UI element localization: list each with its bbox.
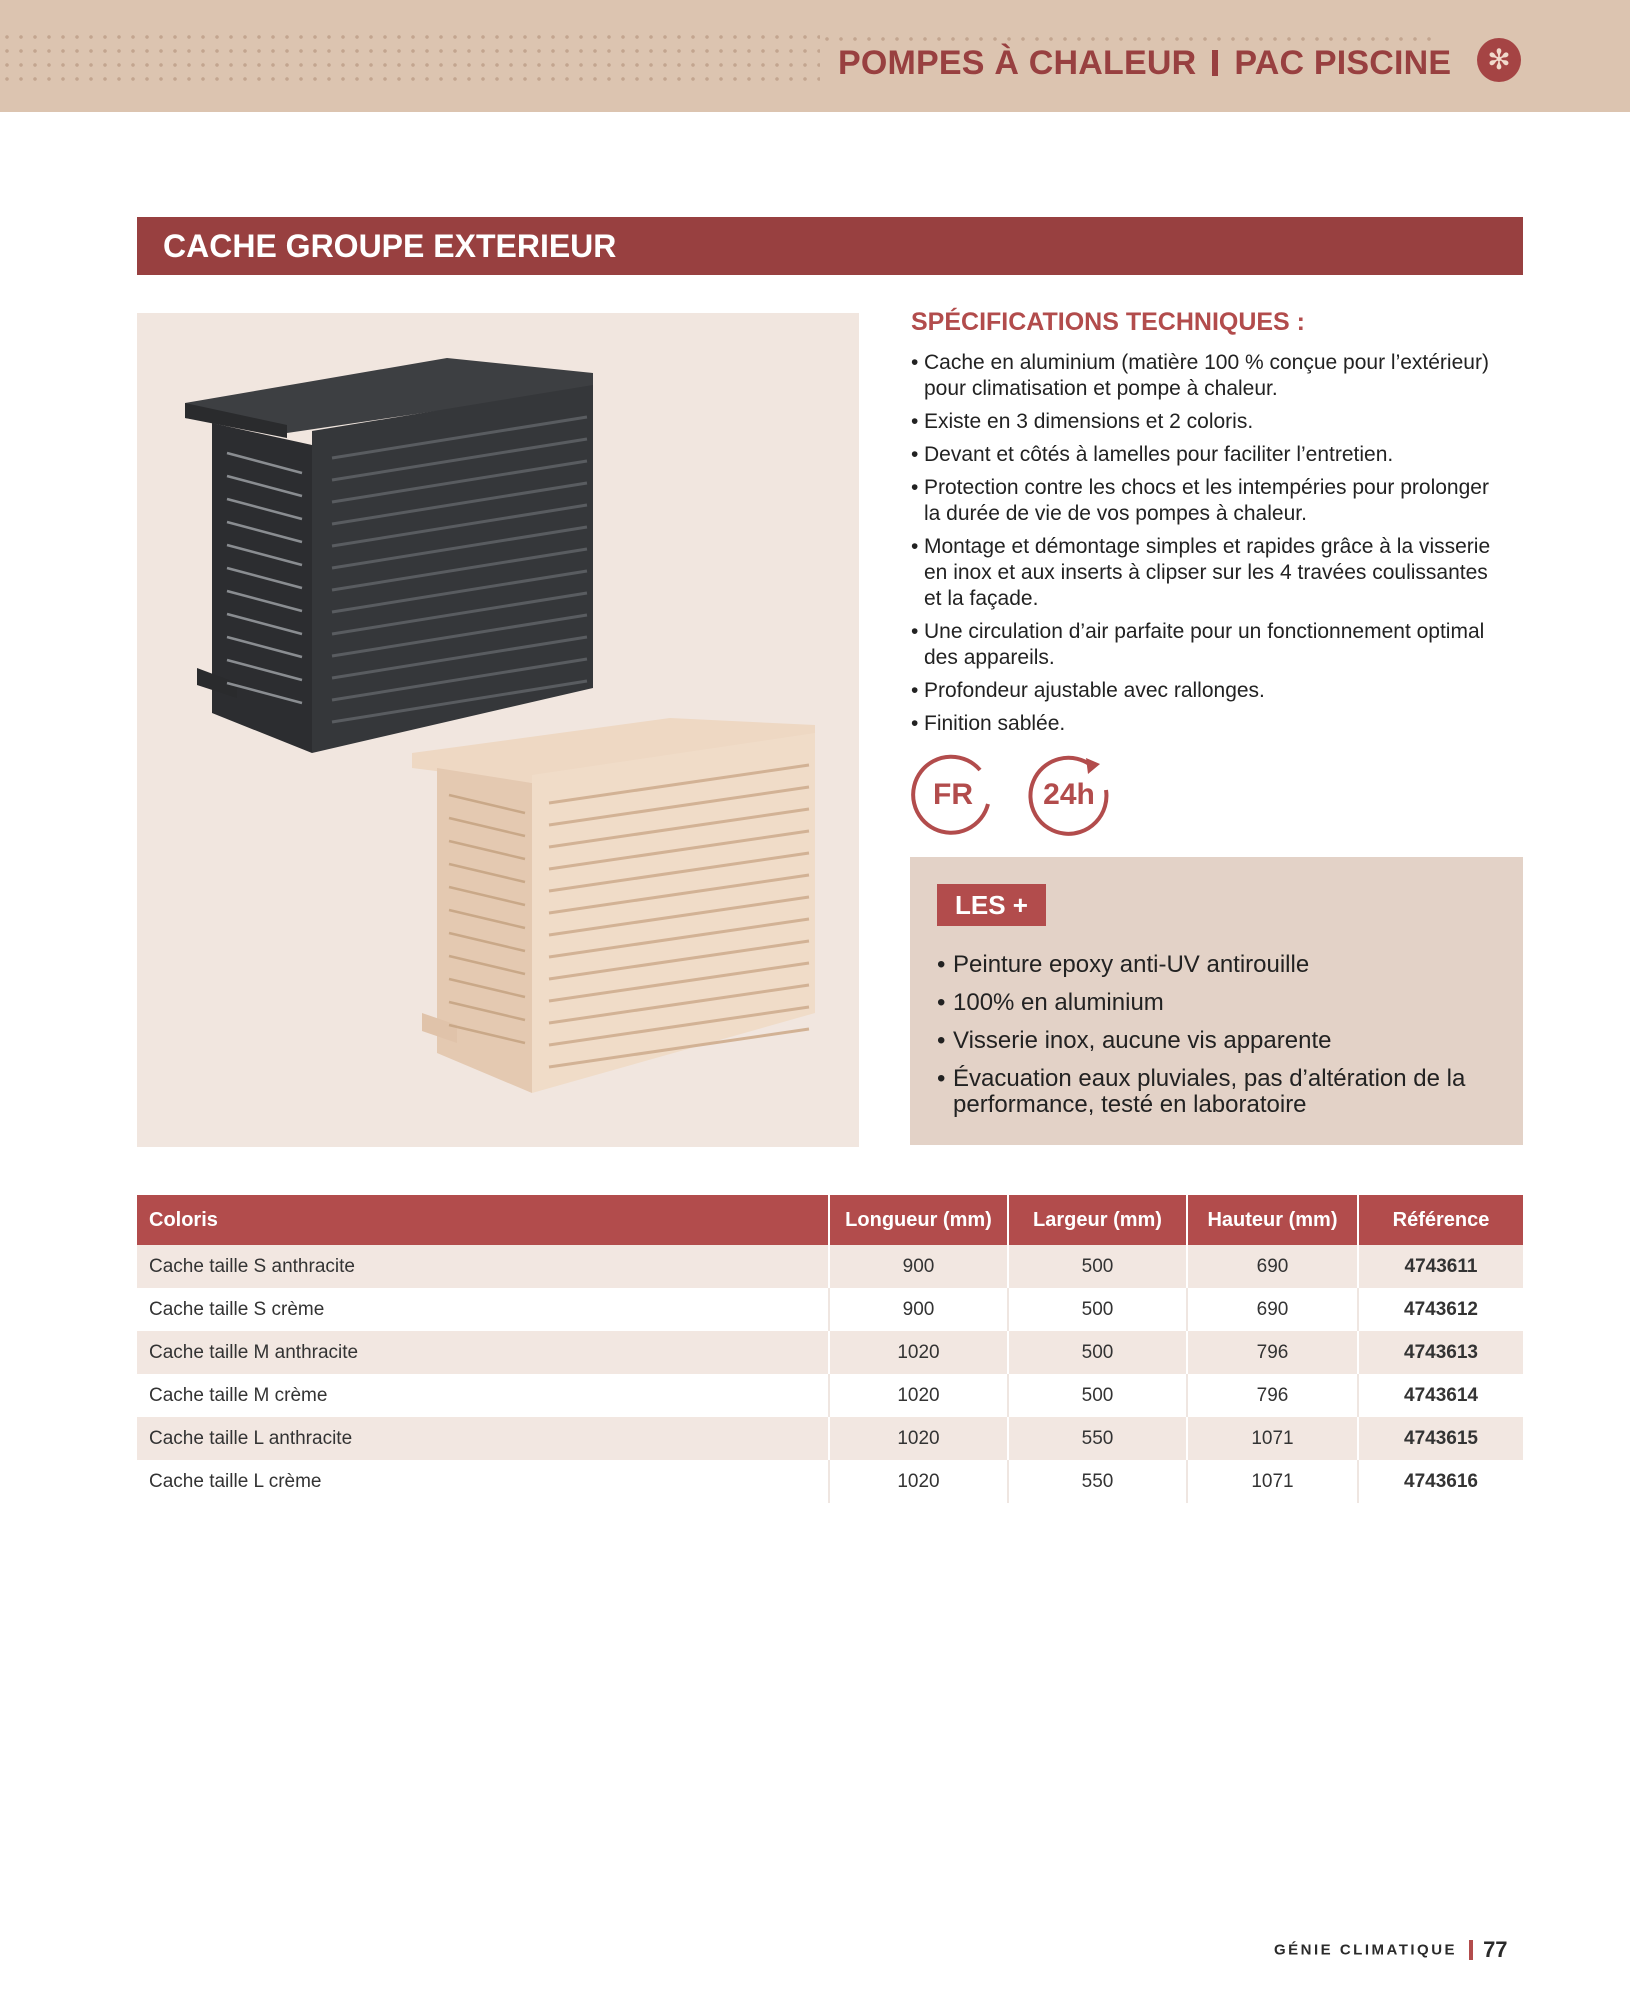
cell-hauteur: 1071 [1187,1460,1358,1503]
cell-hauteur: 1071 [1187,1417,1358,1460]
advantage-item: • Évacuation eaux pluviales, pas d’altération de la performance, testé en laboratoire [937,1066,1497,1118]
spec-item: • Protection contre les chocs et les intempéries pour prolonger la durée de vie de vos pompes à chaleur. [911,475,1511,527]
section-title: CACHE GROUPE EXTERIEUR [137,217,1523,275]
category-title [838,44,1451,88]
cell-largeur: 500 [1008,1374,1187,1417]
cell-reference: 4743615 [1358,1417,1523,1460]
cell-longueur: 900 [829,1288,1008,1331]
spec-item: • Une circulation d’air parfaite pour un fonctionnement optimal des appareils. [911,619,1511,671]
cell-reference: 4743611 [1358,1245,1523,1288]
table-row [137,1374,1523,1417]
category-label: POMPES À CHALEUR [838,44,1197,82]
delivery-24h-badge [1026,752,1112,838]
cell-longueur: 1020 [829,1417,1008,1460]
advantage-item: • Peinture epoxy anti-UV antirouille [937,952,1497,978]
table-header-row [137,1195,1523,1245]
cell-reference: 4743613 [1358,1331,1523,1374]
fr-badge [910,752,996,838]
table-row [137,1245,1523,1288]
header-reference: Référence [1358,1195,1523,1245]
category-separator [1212,50,1218,76]
cell-largeur: 500 [1008,1288,1187,1331]
cell-longueur: 1020 [829,1460,1008,1503]
cell-largeur: 500 [1008,1331,1187,1374]
subcategory-label: PAC PISCINE [1234,44,1452,82]
cell-reference: 4743612 [1358,1288,1523,1331]
cell-longueur: 900 [829,1245,1008,1288]
dotted-line [820,37,1440,41]
footer-separator [1469,1940,1473,1960]
table-row [137,1288,1523,1331]
specs-list [911,350,1511,744]
header-hauteur: Hauteur (mm) [1187,1195,1358,1245]
header-band [0,0,1630,112]
cream-cover-image [412,718,815,1093]
cell-coloris: Cache taille L crème [137,1460,829,1503]
cell-longueur: 1020 [829,1374,1008,1417]
cell-hauteur: 690 [1187,1288,1358,1331]
table-row [137,1460,1523,1503]
page-number: 77 [1483,1937,1508,1962]
page-footer [1274,1937,1508,1967]
advantage-item: • Visserie inox, aucune vis apparente [937,1028,1497,1054]
advantages-list [937,952,1497,1130]
table-row [137,1417,1523,1460]
spec-item: • Montage et démontage simples et rapides grâce à la visserie en inox et aux inserts à clipser sur les 4 travées coulissantes et la façade. [911,534,1511,612]
cell-hauteur: 796 [1187,1374,1358,1417]
cell-reference: 4743616 [1358,1460,1523,1503]
anthracite-cover-image [185,358,593,753]
cell-hauteur: 690 [1187,1245,1358,1288]
header-longueur: Longueur (mm) [829,1195,1008,1245]
cell-coloris: Cache taille M crème [137,1374,829,1417]
cell-largeur: 550 [1008,1417,1187,1460]
advantage-item: • 100% en aluminium [937,990,1497,1016]
cell-largeur: 550 [1008,1460,1187,1503]
delivery-badge-label: 24h [1043,778,1095,811]
advantages-box [910,857,1523,1145]
header-coloris: Coloris [137,1195,829,1245]
spec-item: • Profondeur ajustable avec rallonges. [911,678,1511,704]
snowflake-icon: ✻ [1477,38,1521,82]
cell-coloris: Cache taille S crème [137,1288,829,1331]
advantages-tag: LES + [937,884,1046,926]
dotted-pattern [0,30,820,86]
fr-badge-label: FR [933,778,973,811]
dimensions-table [137,1195,1523,1503]
cell-largeur: 500 [1008,1245,1187,1288]
spec-item: • Devant et côtés à lamelles pour faciliter l’entretien. [911,442,1511,468]
cell-hauteur: 796 [1187,1331,1358,1374]
footer-section-label: GÉNIE CLIMATIQUE [1274,1941,1458,1959]
cell-reference: 4743614 [1358,1374,1523,1417]
header-largeur: Largeur (mm) [1008,1195,1187,1245]
cell-coloris: Cache taille S anthracite [137,1245,829,1288]
spec-item: • Cache en aluminium (matière 100 % conçue pour l’extérieur) pour climatisation et pompe à chaleur. [911,350,1511,402]
cell-coloris: Cache taille M anthracite [137,1331,829,1374]
cell-longueur: 1020 [829,1331,1008,1374]
specs-title: SPÉCIFICATIONS TECHNIQUES : [911,308,1306,336]
product-photo [137,313,859,1147]
spec-item: • Existe en 3 dimensions et 2 coloris. [911,409,1511,435]
table-row [137,1331,1523,1374]
cell-coloris: Cache taille L anthracite [137,1417,829,1460]
spec-item: • Finition sablée. [911,711,1511,737]
